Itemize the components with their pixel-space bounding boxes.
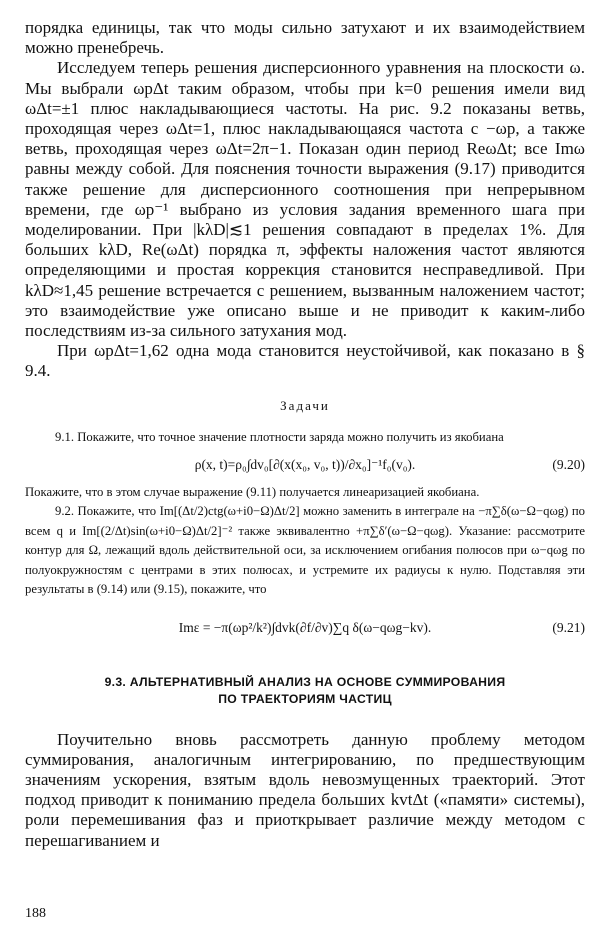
task-9-1-continued: Покажите, что в этом случае выражение (9.11) получается линеаризацией якобиана. <box>25 485 480 500</box>
task-9-1: 9.1. Покажите, что точное значение плотности заряда можно получить из якобиана <box>55 429 504 444</box>
equation-9-21 <box>25 606 585 652</box>
tasks-heading: Задачи <box>280 397 330 413</box>
page-number: 188 <box>25 906 46 921</box>
page-body <box>25 18 585 851</box>
equation-9-21-body: Imε = −π(ωp²/k²)∫dvk(∂f/∂v)∑q δ(ω−qωg−kv). <box>178 619 432 635</box>
equation-9-20-number: (9.20) <box>552 457 585 473</box>
paragraph-1: Исследуем теперь решения дисперсионного уравнения на плоскости ω. Мы выбрали ωpΔt таким образом, чтобы при k=0 решения имели вид ωΔt=±1 плюс накладывающиеся частоты. На рис. 9.2 показаны ветвь, проходящая через ωΔt=1, плюс накладывающаяся частота с −ωp, а также ветвь, проходящая через ωΔt=2π−1. Показан один период ReωΔt; все Imω равны между собой. Для пояснения точности выражения (9.17) приводится также решение для дисперсионного соотношения при непрерывном времени, где ωp⁻¹ выбрано из условия задания временного шага при моделировании. При |kλD|≲1 решения совпадают в пределах 1%. Для больших kλD, Re(ωΔt) порядка π, эффекты наложения частот являются определяющими и простая коррекция становится несправедливой. При kλD≈1,45 решение встречается с решением, вызванным наложением частот; это взаимодействие уже описано выше и не приводит к каким-либо последствиям из-за сильного затухания мод. <box>25 58 585 341</box>
equation-9-20 <box>25 453 585 479</box>
paragraph-3: Поучительно вновь рассмотреть данную проблему методом суммирования, аналогичным интегрированию, по предшествующим значениям ускорения, взятым вдоль невозмущенных траекторий. Этот подход приводит к пониманию предела больших kvtΔt («памяти» системы), роли перемешивания фаз и приоткрывает различие между методом с перешагиванием и <box>25 729 585 850</box>
equation-9-21-number: (9.21) <box>552 619 585 635</box>
paragraph-0: порядка единицы, так что моды сильно затухают и их взаимодействием можно пренебречь. <box>25 18 585 58</box>
section-heading-line-2: ПО ТРАЕКТОРИЯМ ЧАСТИЦ <box>218 691 392 706</box>
task-9-2: 9.2. Покажите, что Im[(Δt/2)ctg(ω+i0−Ω)Δt/2] можно заменить в интеграле на −π∑δ(ω−Ω−qωg) по всем q и Im[(2/Δt)sin(ω+i0−Ω)Δt/2]⁻² также эквивалентно +π∑δ′(ω−Ω−qωg). Указание: рассмотрите контур для Ω, лежащий вдоль действительной оси, за исключением огибания полюсов при ω−qωg по полуокружностям с центрами в этих полюсах, и устремите их радиусы к нулю. Подставляя эти результаты в (9.14) или (9.15), покажите, что <box>25 504 585 597</box>
paragraph-2: При ωpΔt=1,62 одна мода становится неустойчивой, как показано в § 9.4. <box>25 341 585 381</box>
section-heading <box>25 674 585 708</box>
equation-9-20-body: ρ(x, t)=ρ₀∫dv₀[∂(x(x₀, v₀, t))/∂x₀]⁻¹f₀(v₀). <box>194 457 416 473</box>
section-heading-line-1: 9.3. АЛЬТЕРНАТИВНЫЙ АНАЛИЗ НА ОСНОВЕ СУММИРОВАНИЯ <box>104 674 506 689</box>
